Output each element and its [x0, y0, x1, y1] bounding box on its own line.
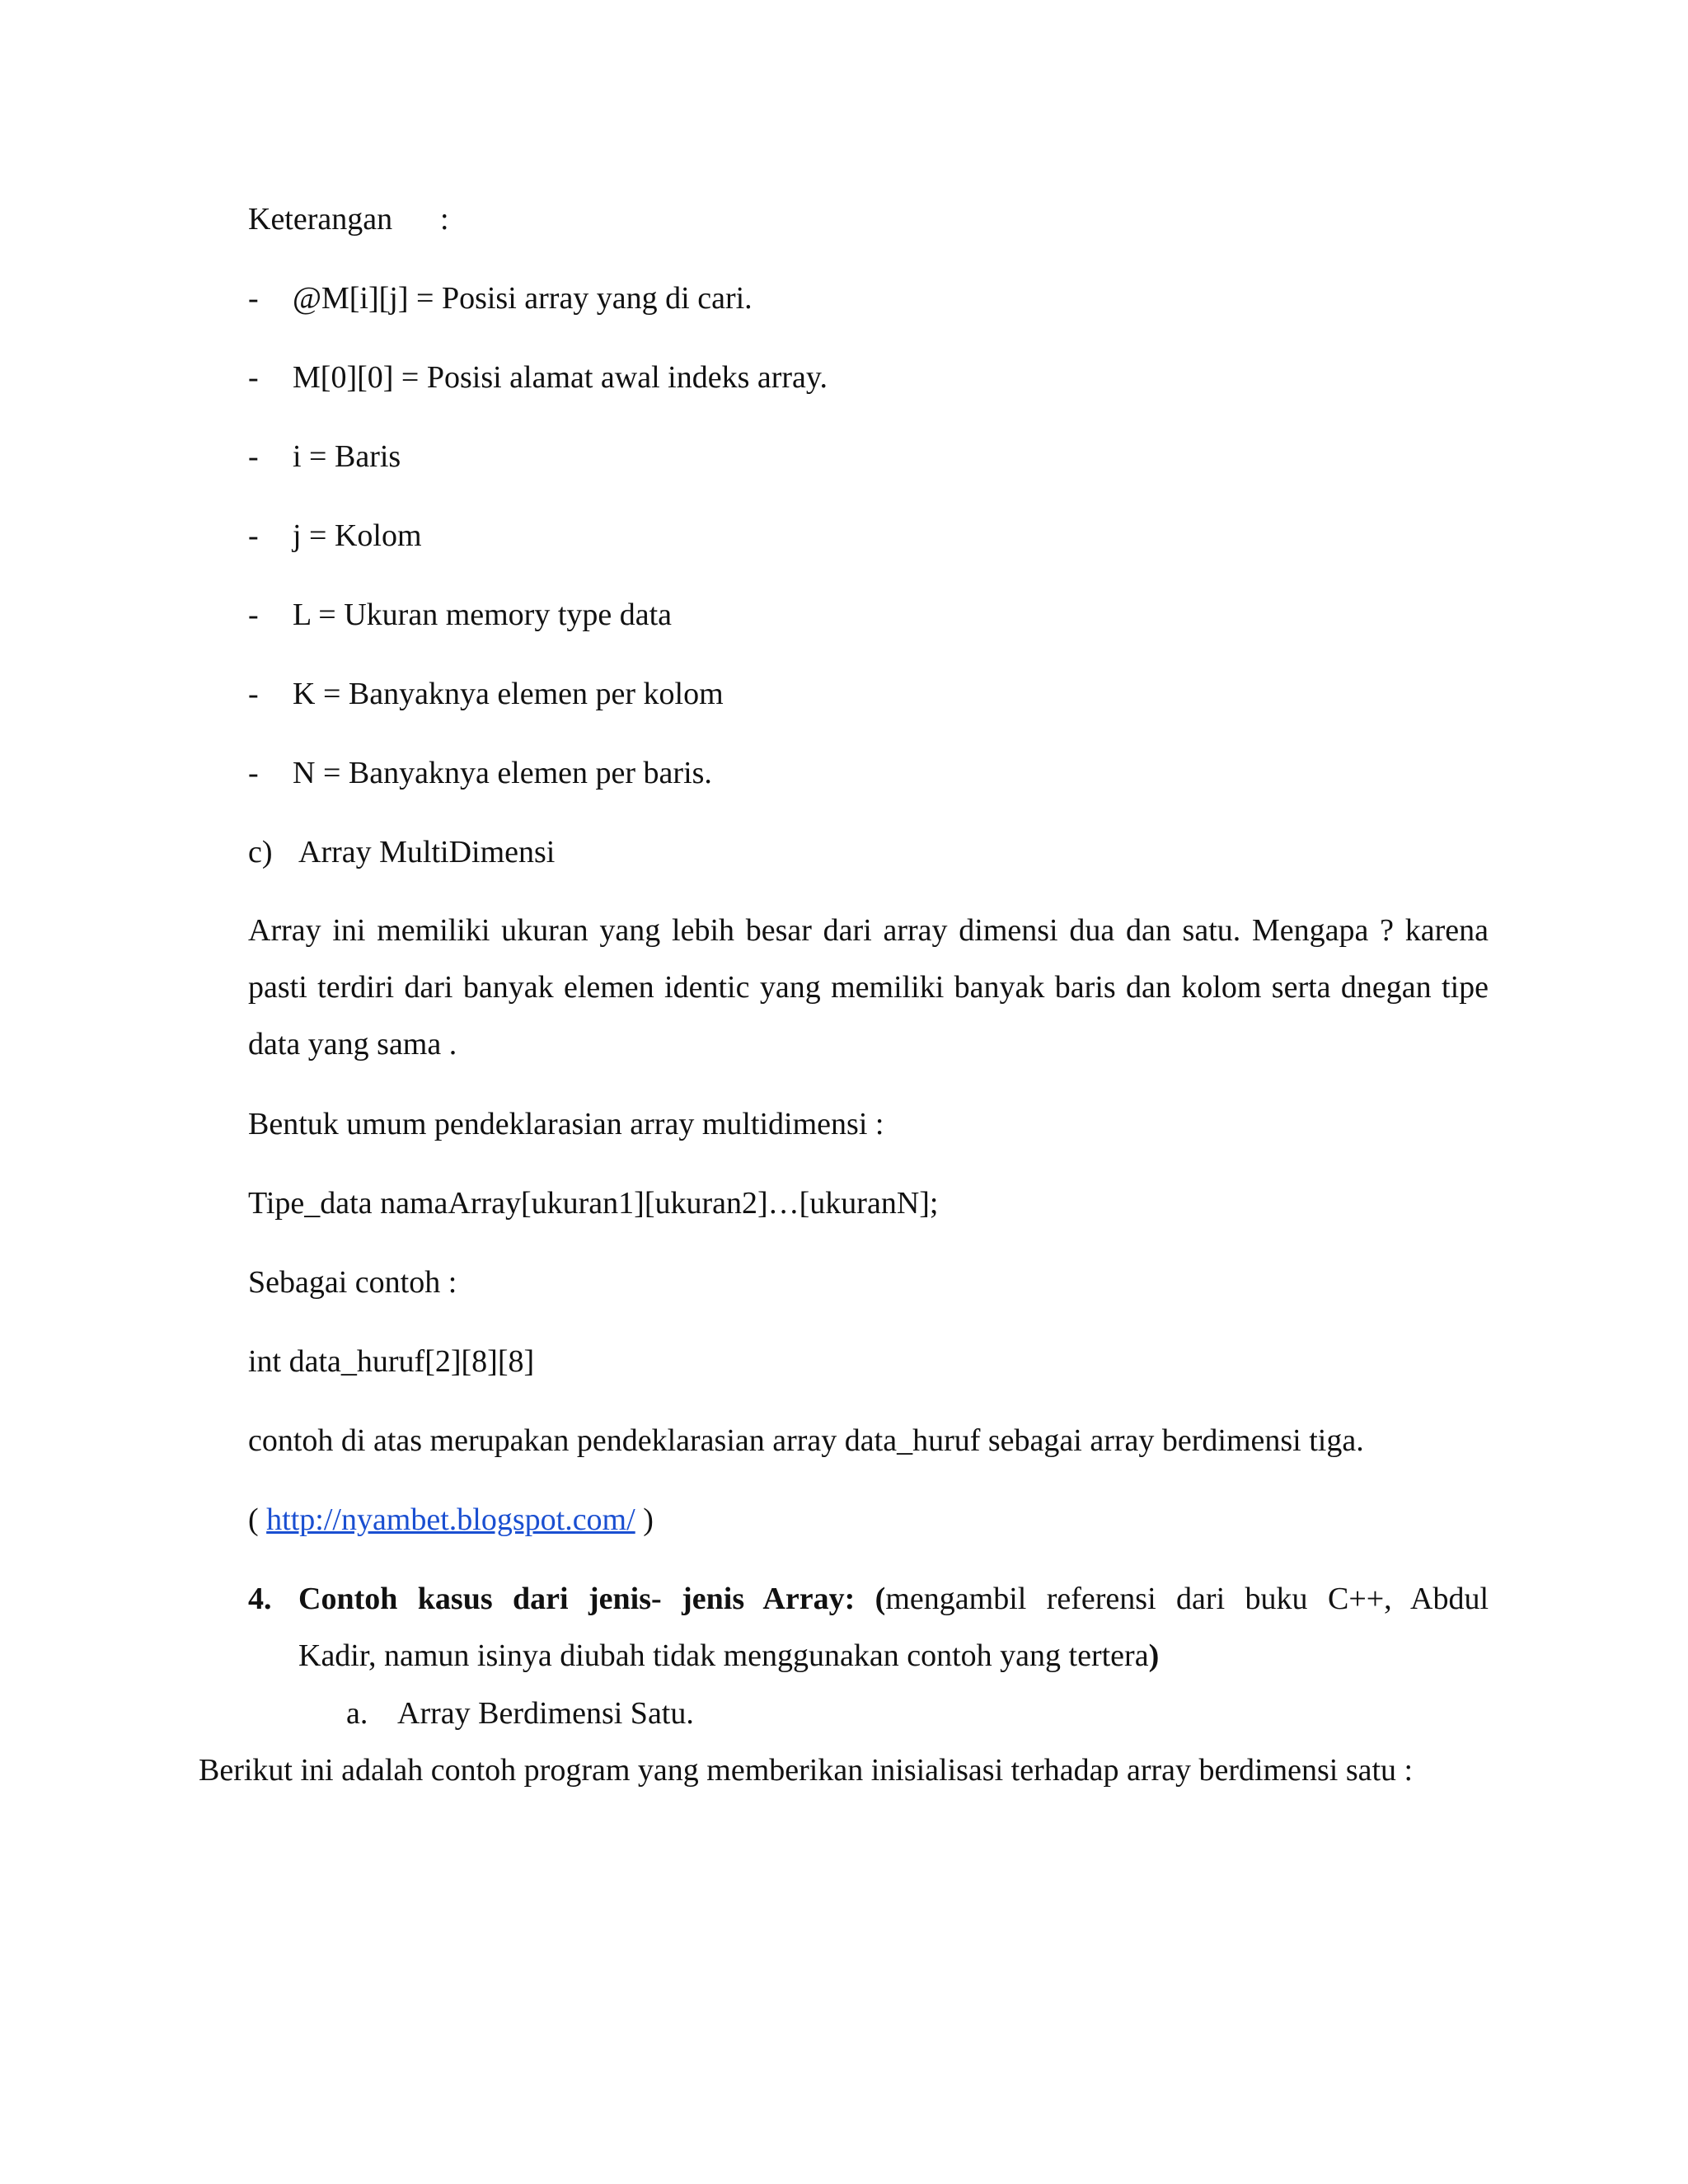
section-4-line2	[298, 1636, 1159, 1675]
section-4-line2-text: Kadir, namun isinya diubah tidak menggunakan contoh yang tertera	[298, 1638, 1149, 1673]
list-item: N = Banyaknya elemen per baris.	[293, 756, 712, 790]
list-dash: -	[248, 598, 259, 632]
section-c-title: Array MultiDimensi	[298, 835, 556, 869]
source-open-paren: (	[248, 1502, 259, 1537]
section-4-number: 4.	[248, 1582, 272, 1616]
list-item: L = Ukuran memory type data	[293, 598, 673, 632]
closing-text: Berikut ini adalah contoh program yang memberikan inisialisasi terhadap array berdimensi satu :	[199, 1753, 1414, 1788]
section-4-heading	[298, 1579, 1489, 1619]
source-citation	[248, 1500, 654, 1540]
section-c-paragraph: Array ini memiliki ukuran yang lebih besar dari array dimensi dua dan satu. Mengapa ? karena pasti terdiri dari banyak elemen identic yang memiliki banyak baris dan kolom serta dnegan tipe data yang sama .	[248, 913, 1489, 1062]
example-code: int data_huruf[2][8][8]	[248, 1344, 535, 1379]
list-dash: -	[248, 518, 259, 553]
keterangan-label: Keterangan	[248, 202, 393, 237]
bentuk-umum-label: Bentuk umum pendeklarasian array multidimensi :	[248, 1107, 884, 1141]
section-4-title-rest: mengambil referensi dari buku C++, Abdul	[885, 1582, 1489, 1616]
keterangan-colon: :	[440, 202, 449, 237]
list-dash: -	[248, 439, 259, 474]
list-item: K = Banyaknya elemen per kolom	[293, 677, 724, 711]
subsection-a-marker: a.	[346, 1696, 368, 1731]
list-dash: -	[248, 756, 259, 790]
list-item: j = Kolom	[293, 518, 422, 553]
list-dash: -	[248, 360, 259, 395]
list-dash: -	[248, 677, 259, 711]
section-4-title-bold: Contoh kasus dari jenis- jenis Array: (	[298, 1582, 886, 1616]
subsection-a-title: Array Berdimensi Satu.	[397, 1696, 694, 1731]
section-c-marker: c)	[248, 835, 273, 869]
explanation-text: contoh di atas merupakan pendeklarasian array data_huruf sebagai array berdimensi tiga.	[248, 1423, 1364, 1458]
list-item: M[0][0] = Posisi alamat awal indeks array.	[293, 360, 828, 395]
syntax-line: Tipe_data namaArray[ukuran1][ukuran2]…[ukuranN];	[248, 1186, 939, 1221]
section-4-line2-close: )	[1148, 1638, 1160, 1673]
list-item: i = Baris	[293, 439, 401, 474]
list-dash: -	[248, 281, 259, 316]
source-close-paren: )	[643, 1502, 654, 1537]
source-link[interactable]: http://nyambet.blogspot.com/	[266, 1502, 635, 1537]
contoh-label: Sebagai contoh :	[248, 1265, 457, 1300]
list-item: @M[i][j] = Posisi array yang di cari.	[293, 281, 753, 316]
